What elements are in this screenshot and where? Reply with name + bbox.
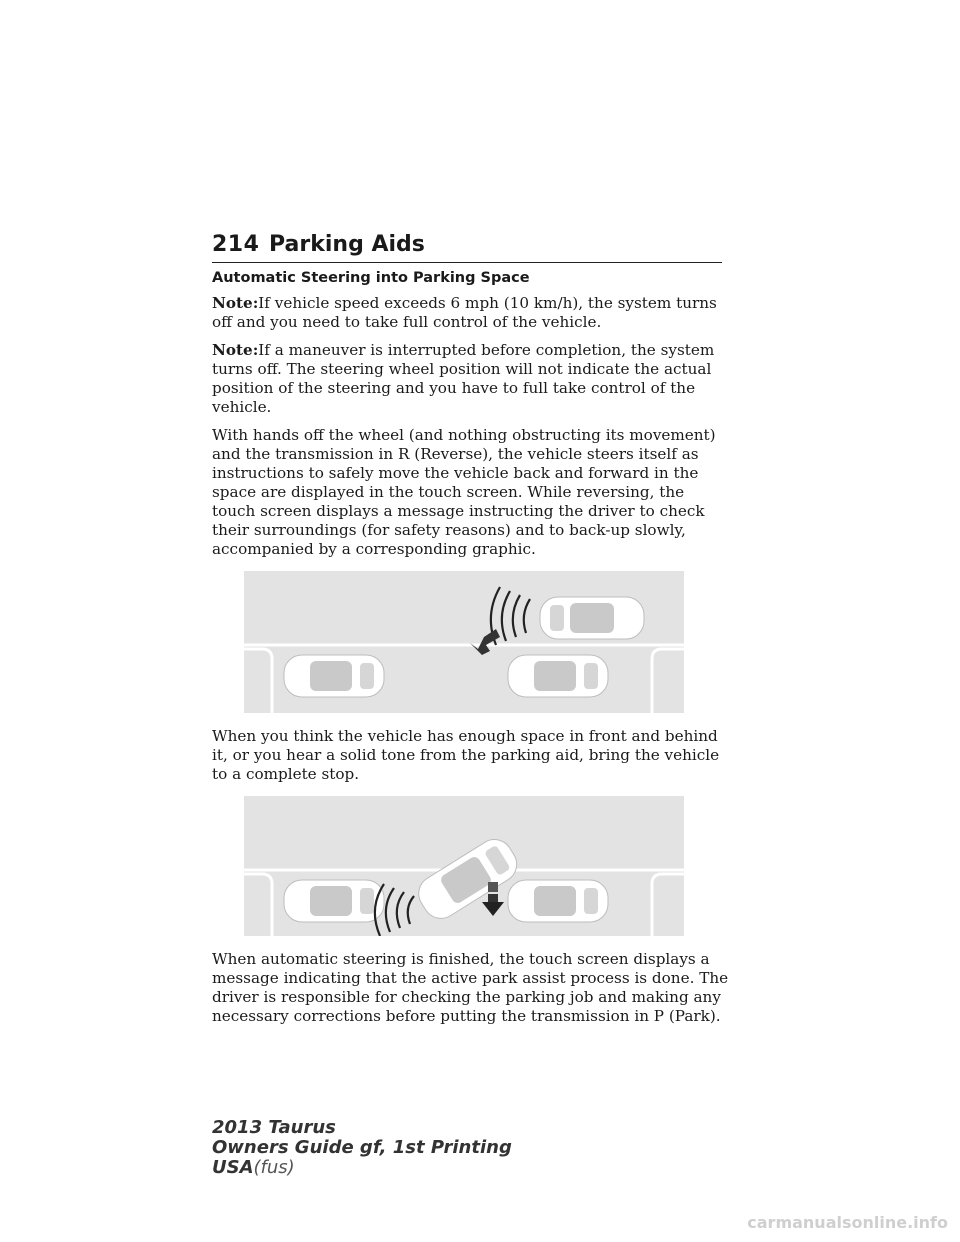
body-paragraph-2: When you think the vehicle has enough space in front and behind it, or you hear a solid tone from the parking aid, bring the vehicle to a complete stop. xyxy=(212,727,720,783)
body-paragraph-3: When automatic steering is finished, the touch screen displays a message indicating that the active park assist process is done. The driver is responsible for checking the parking job and making any necessary corrections before putting the transmission in P (Park). xyxy=(212,950,729,1025)
note-text-1: If vehicle speed exceeds 6 mph (10 km/h), the system turns off and you need to take full control of the vehicle. xyxy=(212,294,717,331)
parked-car-left xyxy=(284,880,384,922)
note-paragraph-2 xyxy=(212,341,732,417)
moving-car xyxy=(540,597,644,639)
watermark: carmanualsonline.info xyxy=(747,1213,948,1232)
parked-car-right xyxy=(508,655,608,697)
parked-car-right xyxy=(508,880,608,922)
footer-model: 2013 Taurus xyxy=(212,1117,336,1138)
footer-region xyxy=(212,1158,512,1178)
stop-illustration xyxy=(244,796,684,936)
page-number: 214 xyxy=(212,232,260,257)
note-label-1: Note: xyxy=(212,294,259,312)
subheading: Automatic Steering into Parking Space xyxy=(212,270,530,286)
page-content xyxy=(212,270,732,1035)
note-paragraph-1 xyxy=(212,294,732,332)
footer-guide: Owners Guide gf, 1st Printing xyxy=(212,1137,512,1158)
footer-region-code: USA xyxy=(212,1157,254,1178)
reversing-diagram xyxy=(244,571,684,713)
document-footer xyxy=(212,1118,512,1178)
body-paragraph-1: With hands off the wheel (and nothing obstructing its movement) and the transmission in R (Reverse), the vehicle steers itself as instructions to safely move the vehicle back and forward in the space are displayed in the touch screen. While reversing, the touch screen displays a message instructing the driver to check their surroundings (for safety reasons) and to back-up slowly, accompanied by a corresponding graphic. xyxy=(212,426,716,558)
stop-diagram xyxy=(244,796,684,936)
footer-region-suffix: (fus) xyxy=(253,1157,295,1178)
parked-car-left xyxy=(284,655,384,697)
reversing-illustration xyxy=(244,571,684,713)
note-text-2: If a maneuver is interrupted before completion, the system turns off. The steering wheel position will not indicate the actual position of the steering and you have to full take control of the vehicle. xyxy=(212,341,715,416)
page-header xyxy=(212,232,722,263)
note-label-2: Note: xyxy=(212,341,259,359)
section-title: Parking Aids xyxy=(269,232,425,257)
